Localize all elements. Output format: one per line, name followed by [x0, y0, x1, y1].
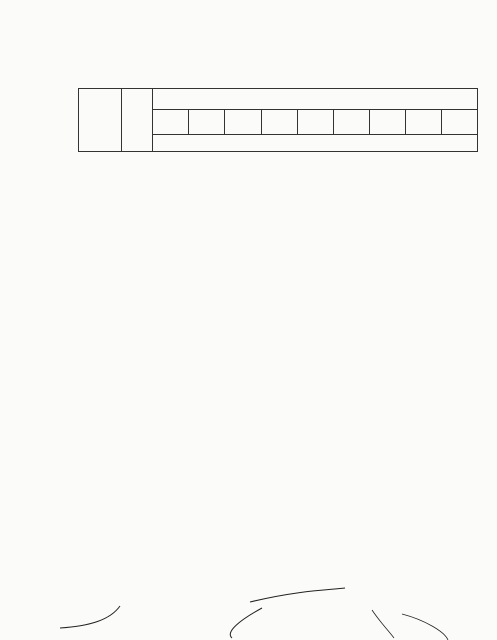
tolerance-table: [78, 88, 478, 152]
size-range-header: [333, 110, 369, 135]
size-range-header: [189, 110, 225, 135]
handwritten-marks: [0, 580, 497, 640]
size-range-header: [405, 110, 441, 135]
threads-per-inch-header: [79, 89, 122, 152]
basic-diameter-header: [153, 89, 478, 110]
class-allowance-header: [121, 89, 153, 152]
tolerance-subheader: [153, 135, 478, 152]
size-range-header: [261, 110, 297, 135]
size-range-header: [441, 110, 477, 135]
size-range-header: [153, 110, 189, 135]
size-range-header: [297, 110, 333, 135]
size-range-header: [225, 110, 261, 135]
size-range-header: [369, 110, 405, 135]
